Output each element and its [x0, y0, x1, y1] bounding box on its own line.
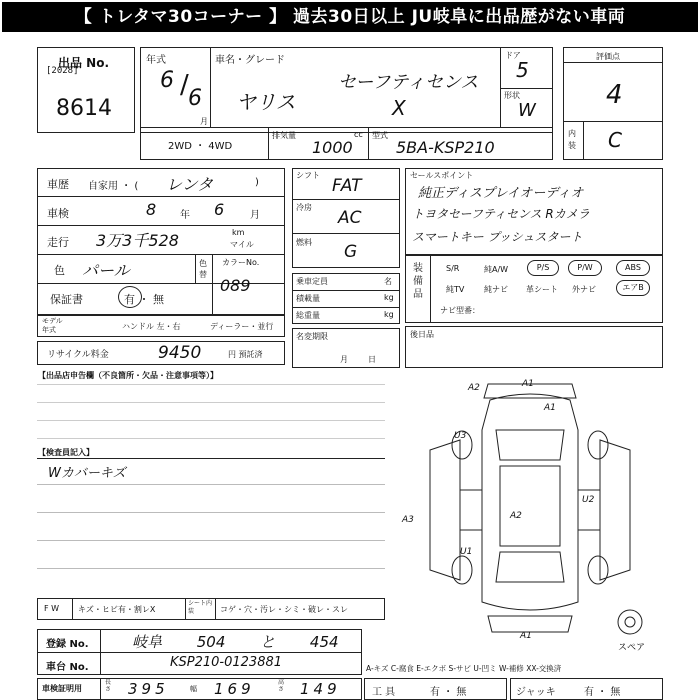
- inspector-note: Wカバーキズ: [48, 466, 126, 481]
- fuel-value: G: [344, 242, 358, 262]
- chassis-value: KSP210-0123881: [170, 655, 283, 670]
- equip-abs: [616, 260, 650, 276]
- grade-name: セーフティセンス: [338, 72, 479, 93]
- equip-pw: [568, 260, 602, 276]
- model-year-label2: 年式: [42, 326, 56, 334]
- equip-abs-label: ABS: [625, 263, 641, 272]
- mark-u2: U2: [582, 495, 595, 505]
- recycle-label: リサイクル料金: [47, 350, 109, 360]
- equip-airbag-label: エアB: [622, 283, 644, 292]
- month-value: 6: [188, 86, 202, 111]
- shape-label: 形状: [504, 91, 520, 100]
- mark-a2-top: A2: [468, 383, 480, 393]
- car-diagram: [400, 370, 660, 660]
- score-value: 4: [606, 80, 623, 110]
- equipment-label: 装備品: [413, 263, 423, 300]
- inspection-label: 車検: [47, 207, 69, 220]
- color-label: 色: [54, 264, 65, 277]
- spare-label: スペア: [618, 643, 646, 653]
- size-label: 車検証明用: [42, 684, 82, 693]
- handle-options: ハンドル 左・右: [122, 322, 181, 331]
- fw-options: キズ・ヒビ有・割レX: [78, 605, 156, 614]
- equip-navi: 純ナビ: [484, 285, 508, 294]
- load-unit: kg: [384, 293, 394, 302]
- fw-label: F W: [44, 604, 60, 613]
- equip-airbag: [616, 280, 650, 296]
- sales-point-line-3: スマートキー プッシュスタート: [412, 230, 583, 244]
- posting-label: 後日品: [410, 330, 434, 339]
- ac-value: AC: [338, 208, 362, 228]
- sales-point-line-1: 純正ディスプレイオーディオ: [418, 186, 584, 201]
- tools-label: 工 具: [372, 687, 396, 698]
- year-label: 年式: [146, 55, 166, 66]
- equip-aw: 純A/W: [484, 265, 509, 274]
- equip-leather: 革シート: [526, 285, 558, 294]
- inspector-label: 【検査員記入】: [38, 448, 94, 457]
- equip-ps: [527, 260, 559, 276]
- lot-box: [37, 47, 135, 133]
- displacement-label: 排気量: [272, 131, 296, 140]
- mark-a2-center: A2: [510, 511, 522, 521]
- jack-options: 有 ・ 無: [584, 687, 621, 698]
- height-value: 149: [300, 680, 341, 698]
- interior-value: C: [608, 128, 622, 152]
- ac-label: 冷房: [296, 203, 312, 212]
- mark-a1-top: A1: [522, 379, 534, 389]
- mark-a1-rear: A1: [520, 631, 532, 641]
- name-label: 車名・グレード: [215, 55, 285, 66]
- lot-stamp: [2028]: [46, 66, 79, 76]
- history-options: 自家用 ・ (: [88, 181, 139, 192]
- length-value: 395: [128, 680, 169, 698]
- year-slash: /: [180, 70, 189, 100]
- warranty-circle: [118, 286, 142, 308]
- color-code: 089: [220, 276, 251, 295]
- grade-name-2: X: [392, 96, 406, 120]
- model-name: ヤリス: [236, 90, 296, 114]
- width-label: 幅: [190, 685, 197, 693]
- name-change-unit: 月日: [340, 355, 396, 364]
- mileage-label: 走行: [47, 236, 69, 249]
- history-value: レンタ: [166, 175, 213, 194]
- mark-a1-side: A1: [544, 403, 556, 413]
- width-value: 169: [214, 680, 255, 698]
- declaration-label: 【出品店申告欄（不良箇所・欠品・注意事項等）】: [38, 371, 218, 380]
- gross-unit: kg: [384, 310, 394, 319]
- seat-label: シート内装: [188, 600, 213, 615]
- fuel-label: 燃料: [296, 238, 312, 247]
- tools-options: 有 ・ 無: [430, 687, 467, 698]
- chassis-label: 車台 No.: [46, 662, 89, 673]
- inspection-year: 8: [146, 200, 157, 219]
- equip-pw-label: P/W: [577, 263, 593, 272]
- sales-point-line-2: トヨタセーフティセンス Rカメラ: [412, 207, 590, 221]
- warranty-label: 保証書: [50, 293, 83, 306]
- model-code-value: 5BA-KSP210: [396, 138, 495, 157]
- mileage-value: 3万3千528: [96, 231, 179, 250]
- history-label: 車歴: [47, 178, 69, 191]
- mark-u1: U1: [460, 547, 473, 557]
- drive-type: 2WD ・ 4WD: [168, 141, 233, 152]
- capacity-unit: 名: [384, 277, 392, 286]
- gross-label: 総重量: [296, 311, 320, 320]
- interior-label: 内装: [568, 129, 576, 150]
- model-code-label: 型式: [372, 131, 388, 140]
- equip-ext-navi: 外ナビ: [572, 285, 596, 294]
- dealer-options: ディーラー・並行: [210, 322, 274, 331]
- mark-u3: U3: [454, 431, 467, 441]
- registration-value: 岐阜 504 と 454: [132, 633, 339, 651]
- lot-label: 出品 No.: [58, 56, 110, 70]
- score-label: 評価点: [596, 52, 620, 61]
- year-value: 6: [160, 68, 174, 93]
- shift-label: シフト: [296, 171, 320, 180]
- legend-text: A-キズ C-腐食 E-エクボ S-サビ U-凹ミ W-補修 XX-交換済: [366, 664, 562, 673]
- doors-label: ドア: [505, 51, 521, 60]
- mark-a3: A3: [402, 515, 414, 525]
- registration-label: 登録 No.: [46, 639, 89, 650]
- mileage-mile: マイル: [230, 240, 254, 249]
- lot-number: 8614: [56, 96, 112, 121]
- length-label: 長さ: [105, 679, 112, 693]
- seat-options: コゲ・穴・汚レ・シミ・破レ・スレ: [220, 605, 348, 614]
- shape-value: W: [518, 100, 536, 121]
- name-change-label: 名変期限: [296, 332, 328, 341]
- capacity-label: 乗車定員: [296, 277, 328, 286]
- displacement-value: 1000: [312, 138, 353, 157]
- mileage-km: km: [232, 228, 245, 237]
- color-code-label: カラーNo.: [222, 258, 260, 267]
- load-label: 積載量: [296, 294, 320, 303]
- header-banner: 【 トレタマ30コーナー 】 過去30日以上 JU岐阜に出品歴がない車両: [2, 2, 698, 32]
- navi-model-label: ナビ型番：: [440, 306, 480, 315]
- sales-point-label: セールスポイント: [410, 171, 474, 180]
- equip-sr: S/R: [446, 264, 460, 273]
- inspection-year-unit: 年: [180, 210, 190, 221]
- equip-tv: 純TV: [446, 285, 465, 294]
- model-year-label1: モデル: [42, 317, 63, 325]
- history-close: ): [255, 177, 259, 188]
- color-value: パール: [82, 261, 130, 280]
- month-unit: 月: [200, 117, 208, 126]
- recycle-value: 9450: [158, 343, 202, 363]
- height-label: 高さ: [278, 679, 285, 693]
- recycle-unit: 円 預託済: [228, 350, 263, 359]
- displacement-unit: cc: [354, 130, 363, 139]
- warranty-options: 有 ・ 無: [124, 293, 164, 306]
- color-swap-label: 色替: [199, 259, 207, 279]
- jack-label: ジャッキ: [516, 687, 556, 698]
- doors-value: 5: [516, 58, 529, 82]
- shift-value: FAT: [332, 176, 362, 196]
- inspection-month: 6: [214, 200, 225, 219]
- equip-ps-label: P/S: [536, 263, 550, 272]
- inspection-month-unit: 月: [250, 210, 260, 221]
- posting-box: [405, 326, 663, 368]
